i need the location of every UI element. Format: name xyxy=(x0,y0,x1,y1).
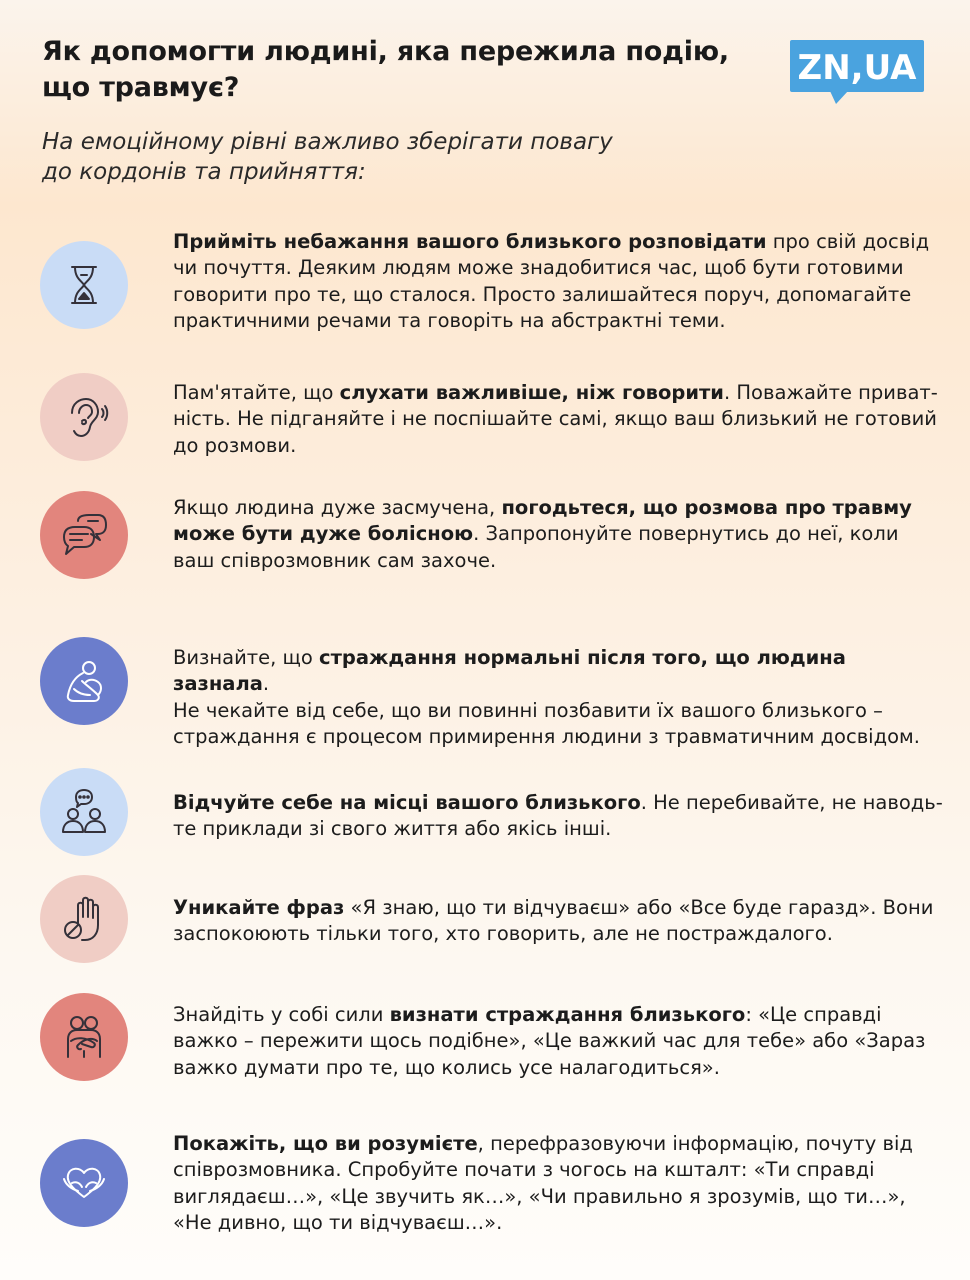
advice-text: Якщо людина дуже засмучена, погодьтеся, що розмова про травму може бути дуже болісною. Запропонуйте повернутись до неї, коли ваш співрозмовник сам захоче. xyxy=(173,496,912,572)
ear-listening-icon xyxy=(58,391,110,443)
advice-text: Відчуйте себе на місці вашого близького. Не перебивайте, не наводь- те приклади зі свого життя або якісь інші. xyxy=(173,791,943,841)
advice-text: Визнайте, що страждання нормальні після того, що людина зазнала. Не чекайте від себе, що ви повинні позбавити їх вашого близького – страждання є процесом примирення людини з травматичним досвідом. xyxy=(173,646,920,748)
logo-text: ZN,UA xyxy=(797,48,917,88)
sad-person-icon-circle xyxy=(40,637,128,725)
hourglass-icon-circle xyxy=(40,241,128,329)
title-line-1: Як допомогти людині, яка пережила подію, xyxy=(42,36,729,67)
page-title xyxy=(42,34,742,106)
hourglass-icon xyxy=(58,259,110,311)
chat-bubbles-icon xyxy=(58,509,110,561)
advice-text: Покажіть, що ви розумієте, перефразовуючи інформацію, почуту від співрозмовника. Спробуйте почати з чогось на кшталт: «Ти справді виглядаєш…», «Це звучить як…», «Чи правильно я зрозумів, що ти…», «Не дивно, що ти відчуваєш…». xyxy=(173,1132,913,1234)
heart-hands-icon-circle xyxy=(40,1139,128,1227)
advice-text: Прийміть небажання вашого близького розповідати про свій досвід чи почуття. Деяким людям може знадобитися час, щоб бути готовими говорити про те, що сталося. Просто залишайтеся поруч, допомагайте практичними речами та говоріть на абстрактні теми. xyxy=(173,230,930,332)
advice-text: Пам'ятайте, що слухати важливіше, ніж говорити. Поважайте приват- ність. Не підганяйте і не поспішайте самі, якщо ваш близький не готовий до розмови. xyxy=(173,381,938,457)
advice-text: Знайдіть у собі сили визнати страждання близького: «Це справді важко – пережити щось подібне», «Це важкий час для тебе» або «Зараз важко думати про те, що колись усе налагодиться». xyxy=(173,1003,926,1079)
advice-text: Уникайте фраз «Я знаю, що ти відчуваєш» або «Все буде гаразд». Вони заспокоюють тільки того, хто говорить, але не постраждалого. xyxy=(173,896,934,946)
chat-icon-circle xyxy=(40,491,128,579)
zn-ua-logo[interactable] xyxy=(790,40,924,104)
title-line-2: що травмує? xyxy=(42,72,240,103)
ear-icon-circle xyxy=(40,373,128,461)
page-subtitle: На емоційному рівні важливо зберігати повагу до кордонів та прийняття: xyxy=(42,129,613,185)
stop-hand-icon-circle xyxy=(40,875,128,963)
sad-person-icon xyxy=(58,655,110,707)
two-people-talking-icon xyxy=(58,786,110,838)
people-icon-circle xyxy=(40,768,128,856)
hug-icon-circle xyxy=(40,993,128,1081)
stop-hand-icon xyxy=(58,893,110,945)
heart-hands-icon xyxy=(58,1157,110,1209)
hug-icon xyxy=(58,1011,110,1063)
